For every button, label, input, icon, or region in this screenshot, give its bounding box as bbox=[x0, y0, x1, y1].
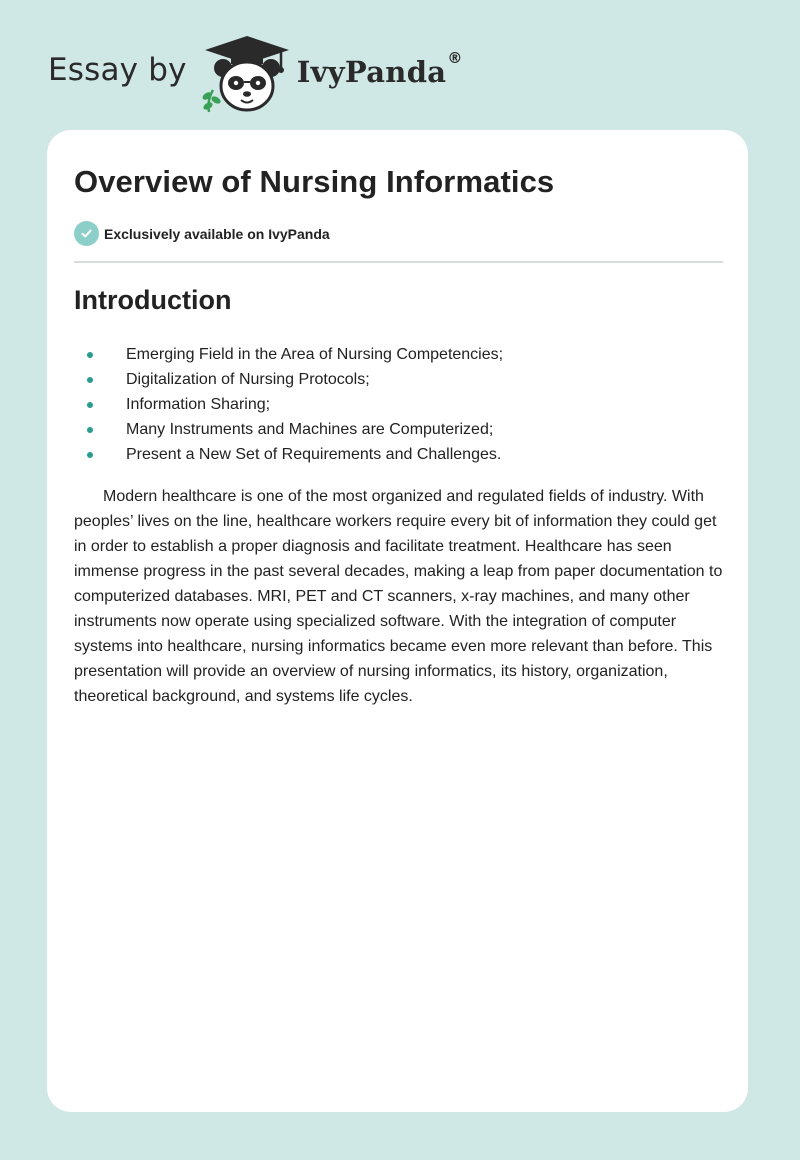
registered-mark: ® bbox=[447, 49, 463, 67]
exclusive-label: Exclusively available on IvyPanda bbox=[104, 225, 330, 242]
section-heading: Introduction bbox=[74, 285, 232, 315]
list-item bbox=[74, 367, 714, 392]
list-item bbox=[74, 342, 714, 367]
bullet-dot-icon bbox=[87, 427, 93, 433]
body-paragraph: Modern healthcare is one of the most organized and regulated fields of industry. With peoples’ lives on the line, healthcare workers require every bit of information they could get in order to establish a proper diagnosis and facilitate treatment. Healthcare has seen immense progress in the past several decades, making a leap from paper documentation to computerized databases. MRI, PET and CT scanners, x-ray machines, and many other instruments now operate using specialized software. With the integration of computer systems into healthcare, nursing informatics became even more relevant than before. This presentation will provide an overview of nursing informatics, its history, organization, theoretical background, and systems life cycles. bbox=[74, 488, 723, 705]
bullet-list bbox=[74, 342, 714, 467]
bullet-dot-icon bbox=[87, 352, 93, 358]
list-item-text: Information Sharing; bbox=[126, 396, 271, 413]
brand-prefix: Essay by bbox=[48, 52, 187, 88]
list-item bbox=[74, 392, 714, 417]
panda-logo-icon bbox=[199, 34, 295, 114]
bullet-dot-icon bbox=[87, 377, 93, 383]
exclusive-badge bbox=[74, 221, 330, 246]
article-card bbox=[47, 130, 748, 1112]
bullet-dot-icon bbox=[87, 452, 93, 458]
check-icon bbox=[74, 221, 99, 246]
brand-name-text: IvyPanda bbox=[296, 55, 447, 89]
list-item bbox=[74, 442, 714, 467]
list-item-text: Present a New Set of Requirements and Challenges. bbox=[126, 446, 502, 463]
list-item-text: Emerging Field in the Area of Nursing Competencies; bbox=[126, 346, 504, 363]
brand-name bbox=[296, 49, 463, 89]
list-item-text: Many Instruments and Machines are Computerized; bbox=[126, 421, 494, 438]
list-item bbox=[74, 417, 714, 442]
article-title: Overview of Nursing Informatics bbox=[74, 164, 555, 199]
bullet-dot-icon bbox=[87, 402, 93, 408]
list-item-text: Digitalization of Nursing Protocols; bbox=[126, 371, 370, 388]
brand-header bbox=[48, 34, 463, 114]
title-divider bbox=[74, 261, 723, 263]
